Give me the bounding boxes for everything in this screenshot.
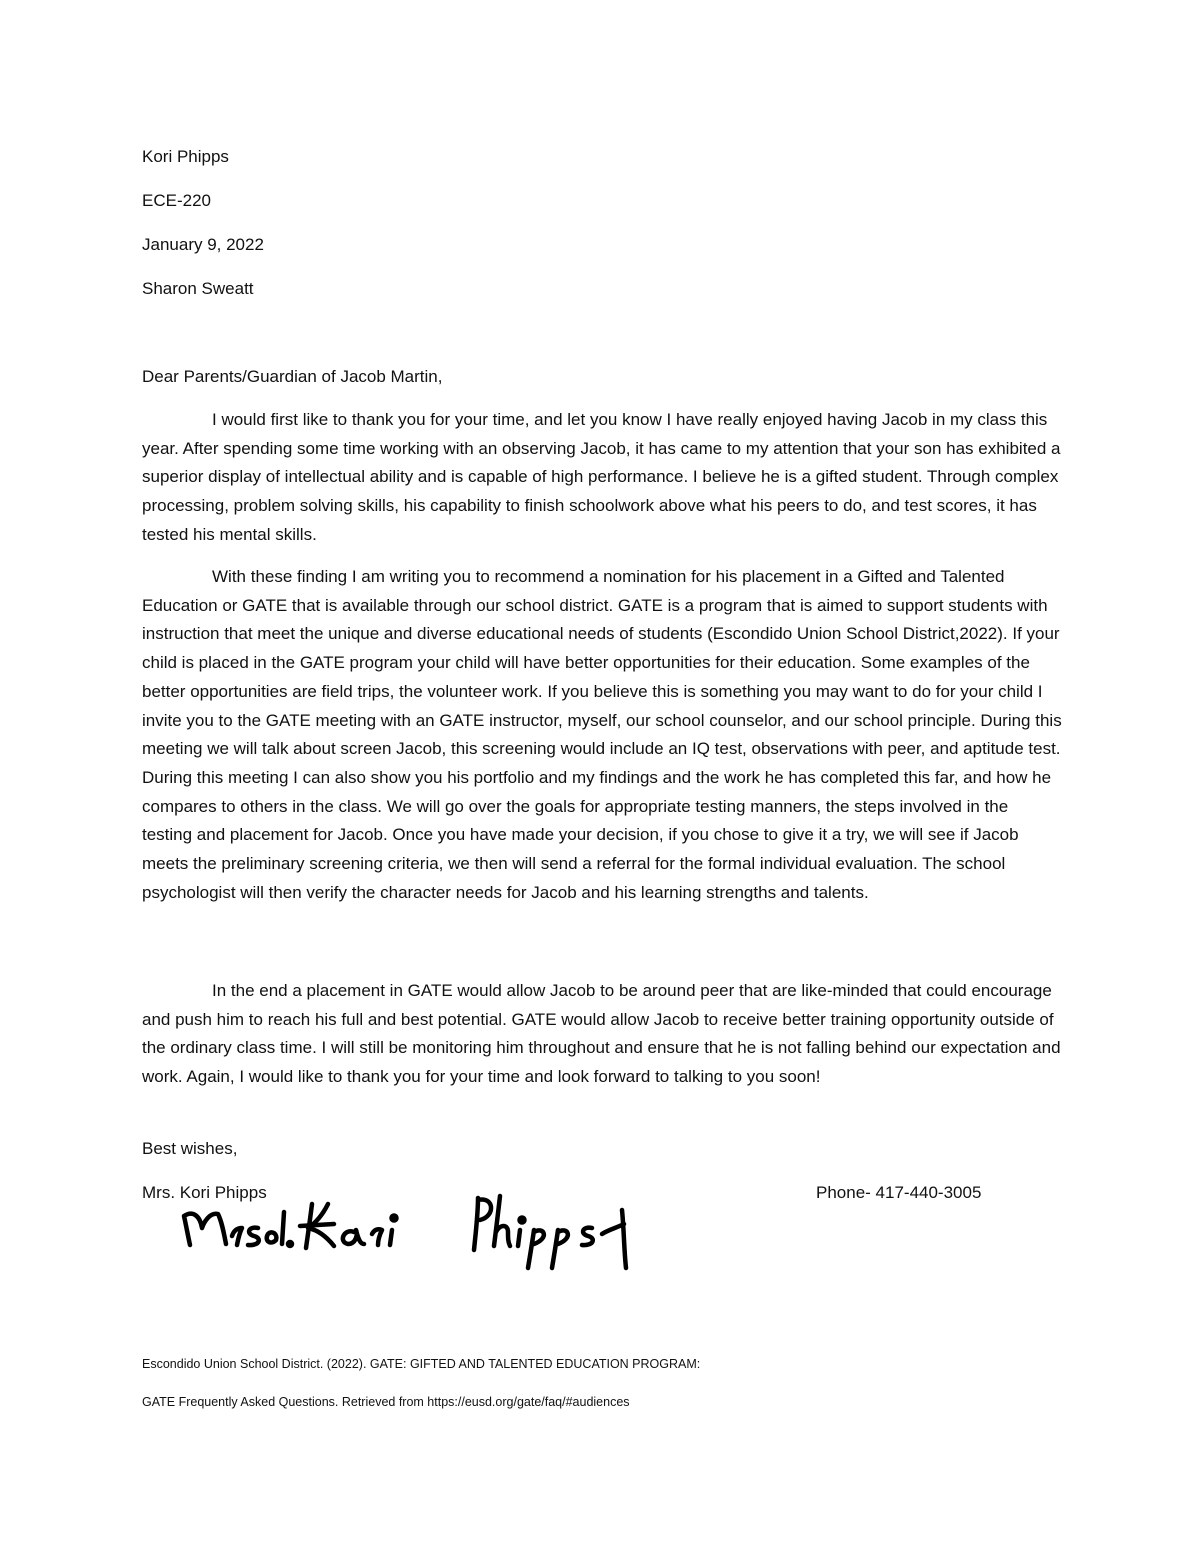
closing: Best wishes, [142, 1139, 238, 1158]
instructor-name: Sharon Sweatt [142, 279, 254, 298]
signer-name: Mrs. Kori Phipps [142, 1183, 267, 1202]
salutation: Dear Parents/Guardian of Jacob Martin, [142, 367, 443, 386]
reference-line-2: GATE Frequently Asked Questions. Retrieved from https://eusd.org/gate/faq/#audiences [142, 1395, 630, 1409]
phone-number: Phone- 417-440-3005 [816, 1183, 982, 1202]
paragraph-3: In the end a placement in GATE would allow Jacob to be around peer that are like-minded that could encourage and push him to reach his full and best potential. GATE would allow Jacob to receive better training opportunity outside of the ordinary class time. I will still be monitoring him throughout and ensure that he is not falling behind our expectation and work. Again, I would like to thank you for your time and look forward to talking to you soon! [142, 981, 1061, 1087]
paragraph-1: I would first like to thank you for your time, and let you know I have really enjoyed having Jacob in my class this year. After spending some time working with an observing Jacob, it has came to my attention that your son has exhibited a superior display of intellectual ability and is capable of high performance. I believe he is a gifted student. Through complex processing, problem solving skills, his capability to finish schoolwork above what his peers to do, and test scores, it has tested his mental skills. [142, 410, 1061, 544]
author-name: Kori Phipps [142, 147, 229, 166]
letter-date: January 9, 2022 [142, 235, 264, 254]
handwritten-signature [178, 1190, 658, 1272]
reference-line-1: Escondido Union School District. (2022). GATE: GIFTED AND TALENTED EDUCATION PROGRAM: [142, 1357, 701, 1371]
course-code: ECE-220 [142, 191, 211, 210]
paragraph-2: With these finding I am writing you to recommend a nomination for his placement in a Gifted and Talented Education or GATE that is available through our school district. GATE is a program that is aimed to support students with instruction that meet the unique and diverse educational needs of students (Escondido Union School District,2022). If your child is placed in the GATE program your child will have better opportunities for their education. Some examples of the better opportunities are field trips, the volunteer work. If you believe this is something you may want to do for your child I invite you to the GATE meeting with an GATE instructor, myself, our school counselor, and our school principle. During this meeting we will talk about screen Jacob, this screening would include an IQ test, observations with peer, and aptitude test. During this meeting I can also show you his portfolio and my findings and the work he has completed this far, and how he compares to others in the class. We will go over the goals for appropriate testing manners, the steps involved in the testing and placement for Jacob. Once you have made your decision, if you chose to give it a try, we will see if Jacob meets the preliminary screening criteria, we then will send a referral for the formal individual evaluation. The school psychologist will then verify the character needs for Jacob and his learning strengths and talents. [142, 567, 1062, 902]
